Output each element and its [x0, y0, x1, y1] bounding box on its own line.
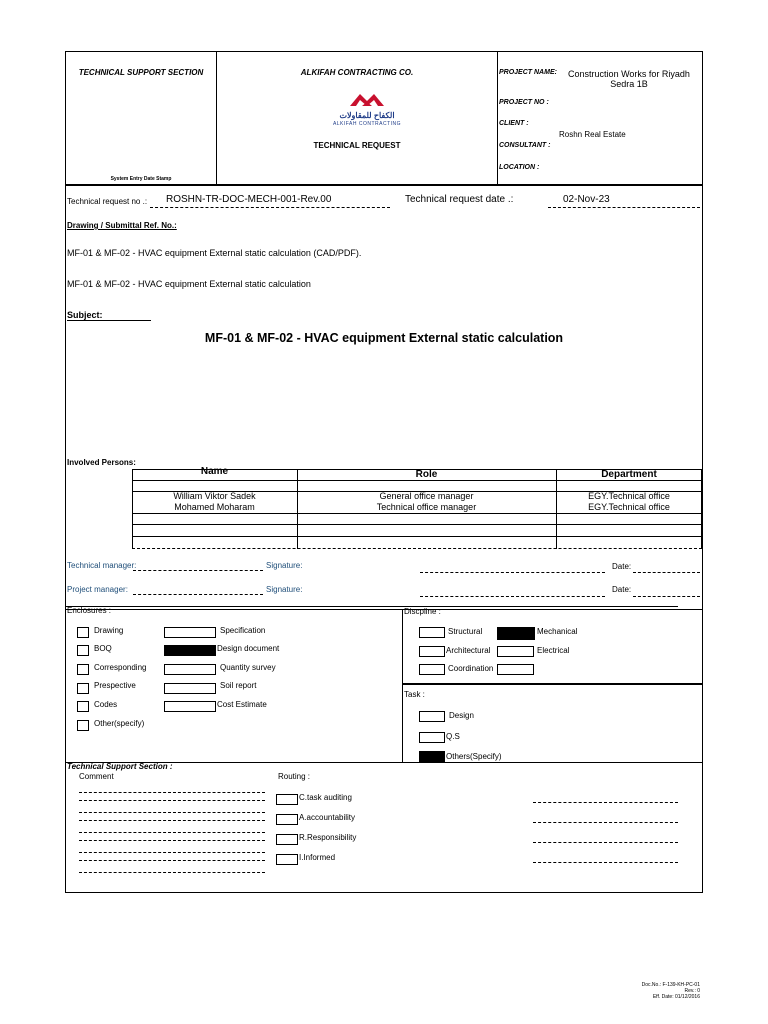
discipline-structural-checkbox[interactable] — [419, 627, 445, 638]
routing-i-label: I.Informed — [299, 853, 336, 862]
persons-header-role: Role — [415, 469, 438, 480]
request-date-value: 02-Nov-23 — [563, 194, 610, 205]
discipline-label: Discpline : — [404, 607, 441, 616]
enclosure-codes-checkbox[interactable] — [77, 701, 89, 712]
task-qs-label: Q.S — [446, 732, 460, 741]
enclosure-quantity-survey-label: Quantity survey — [220, 663, 276, 672]
enclosure-quantity-survey-checkbox[interactable] — [164, 664, 216, 675]
header-bottom-rule — [65, 184, 702, 186]
request-date-label: Technical request date .: — [405, 194, 514, 205]
location-label: LOCATION : — [499, 164, 540, 171]
enclosure-cost-estimate-checkbox[interactable] — [164, 701, 216, 712]
enclosure-soil-report-label: Soil report — [220, 681, 257, 690]
ref-line-1: MF-01 & MF-02 - HVAC equipment External static calculation (CAD/PDF). — [67, 248, 362, 258]
request-date-underline — [548, 207, 700, 208]
enclosure-drawing-checkbox[interactable] — [77, 627, 89, 638]
project-name-label: PROJECT NAME: — [499, 69, 557, 76]
discipline-coordination-label: Coordination — [448, 664, 494, 673]
discipline-coordination-checkbox[interactable] — [419, 664, 445, 675]
enclosures-top-rule — [65, 606, 678, 607]
tech-manager-signature-line — [420, 572, 605, 573]
support-routing-label: Routing : — [278, 772, 311, 781]
support-section-label: Technical Support Section : — [67, 762, 173, 771]
tech-manager-label: Technical manager: — [67, 561, 137, 570]
persons-table — [132, 466, 702, 549]
persons-header-name: Name — [200, 466, 229, 477]
logo-latin: ALKIFAH CONTRACTING — [332, 121, 402, 127]
routing-r-label: R.Responsibility — [299, 833, 357, 842]
discipline-electrical-label: Electrical — [537, 646, 570, 655]
comment-line-4[interactable] — [79, 820, 265, 821]
ref-label: Drawing / Submittal Ref. No.: — [67, 221, 177, 230]
client-label: CLIENT : — [499, 120, 529, 127]
involved-persons-label: Involved Persons: — [67, 458, 136, 467]
tech-manager-date-line — [633, 572, 700, 573]
comment-line-2[interactable] — [79, 800, 265, 801]
task-others-label: Others(Specify) — [446, 752, 502, 761]
ref-line-2: MF-01 & MF-02 - HVAC equipment External static calculation — [67, 279, 311, 289]
routing-a-line[interactable] — [533, 822, 678, 823]
routing-a-label: A.accountability — [299, 813, 356, 822]
enclosure-specification-label: Specification — [220, 626, 266, 635]
client-value: Roshn Real Estate — [559, 130, 626, 139]
enclosure-design-document-checkbox[interactable] — [164, 645, 216, 656]
discipline-structural-label: Structural — [448, 627, 483, 636]
enclosure-design-document-label: Design document — [217, 644, 280, 653]
routing-c-checkbox[interactable] — [276, 794, 298, 805]
enclosure-boq-checkbox[interactable] — [77, 645, 89, 656]
comment-line-1[interactable] — [79, 792, 265, 793]
request-no-underline — [150, 207, 390, 208]
company-name: ALKIFAH CONTRACTING CO. — [300, 68, 414, 77]
tech-manager-signature-label: Signature: — [266, 561, 303, 570]
routing-c-line[interactable] — [533, 802, 678, 803]
task-design-checkbox[interactable] — [419, 711, 445, 722]
routing-r-line[interactable] — [533, 842, 678, 843]
project-manager-label: Project manager: — [67, 585, 128, 594]
project-manager-signature-line — [420, 596, 605, 597]
request-no-label: Technical request no .: — [67, 197, 148, 206]
footer-eff-date: Eff. Date: 01/12/2016 — [652, 994, 700, 1000]
person-2-role: Technical office manager — [376, 502, 477, 512]
routing-i-checkbox[interactable] — [276, 854, 298, 865]
project-manager-date-label: Date: — [612, 585, 632, 594]
enclosure-cost-estimate-label: Cost Estimate — [217, 700, 267, 709]
enclosure-drawing-label: Drawing — [94, 626, 124, 635]
header-divider-2 — [497, 51, 498, 185]
tech-manager-name-line — [133, 570, 263, 571]
request-no-value: ROSHN-TR-DOC-MECH-001-Rev.00 — [166, 194, 332, 205]
enclosure-corresponding-checkbox[interactable] — [77, 664, 89, 675]
enclosure-boq-label: BOQ — [94, 644, 112, 653]
enclosure-soil-report-checkbox[interactable] — [164, 683, 216, 694]
person-1-department: EGY.Technical office — [588, 491, 670, 501]
enclosure-specification-checkbox[interactable] — [164, 627, 216, 638]
person-1-role: General office manager — [379, 491, 474, 501]
comment-line-7[interactable] — [79, 852, 265, 853]
consultant-label: CONSULTANT : — [499, 142, 551, 149]
project-name-value: Construction Works for Riyadh Sedra 1B — [568, 69, 690, 89]
discipline-architectural-label: Architectural — [446, 646, 491, 655]
task-others-checkbox[interactable] — [419, 751, 445, 762]
comment-line-3[interactable] — [79, 812, 265, 813]
section-title: TECHNICAL SUPPORT SECTION — [78, 68, 204, 77]
person-1-name: William Viktor Sadek — [173, 491, 256, 501]
comment-line-8[interactable] — [79, 860, 265, 861]
project-manager-date-line — [633, 596, 700, 597]
enclosure-codes-label: Codes — [94, 700, 118, 709]
footer-rev: Rev.: 0 — [684, 988, 700, 994]
routing-a-checkbox[interactable] — [276, 814, 298, 825]
discipline-coordination-extra-box[interactable] — [497, 664, 534, 675]
comment-line-5[interactable] — [79, 832, 265, 833]
routing-c-label: C.task auditing — [299, 793, 352, 802]
person-2-name: Mohamed Moharam — [174, 502, 255, 512]
enclosure-other-label: Other(specify) — [94, 719, 145, 728]
subject-underline — [67, 320, 151, 321]
footer-doc-no: Doc.No.: F-139-KH-PC-01 — [641, 982, 700, 988]
discipline-mechanical-checkbox[interactable] — [497, 627, 535, 640]
comment-line-9[interactable] — [79, 872, 265, 873]
project-no-label: PROJECT NO : — [499, 99, 549, 106]
persons-header-department: Department — [601, 469, 657, 480]
task-qs-checkbox[interactable] — [419, 732, 445, 743]
enclosure-prespective-checkbox[interactable] — [77, 683, 89, 694]
project-manager-signature-label: Signature: — [266, 585, 303, 594]
routing-r-checkbox[interactable] — [276, 834, 298, 845]
subject-label: Subject: — [67, 310, 103, 320]
person-2-department: EGY.Technical office — [588, 502, 670, 512]
discipline-architectural-checkbox[interactable] — [419, 646, 445, 657]
enclosures-label: Enclosures : — [67, 606, 112, 615]
task-design-label: Design — [449, 711, 474, 720]
enclosure-other-checkbox[interactable] — [77, 720, 89, 731]
discipline-electrical-checkbox[interactable] — [497, 646, 534, 657]
subject-value: MF-01 & MF-02 - HVAC equipment External static calculation — [204, 331, 564, 345]
tech-manager-date-label: Date: — [612, 562, 632, 571]
document-type: TECHNICAL REQUEST — [313, 141, 401, 150]
comment-line-6[interactable] — [79, 840, 265, 841]
stamp-label: System Entry Date Stamp — [110, 176, 172, 182]
logo-arabic: الكفاح للمقاولات — [339, 111, 395, 120]
routing-i-line[interactable] — [533, 862, 678, 863]
support-comment-label: Comment — [79, 772, 114, 781]
project-manager-name-line — [133, 594, 263, 595]
enclosure-prespective-label: Prespective — [94, 681, 136, 690]
discipline-mechanical-label: Mechanical — [537, 627, 578, 636]
task-label: Task : — [404, 690, 425, 699]
enclosure-corresponding-label: Corresponding — [94, 663, 147, 672]
